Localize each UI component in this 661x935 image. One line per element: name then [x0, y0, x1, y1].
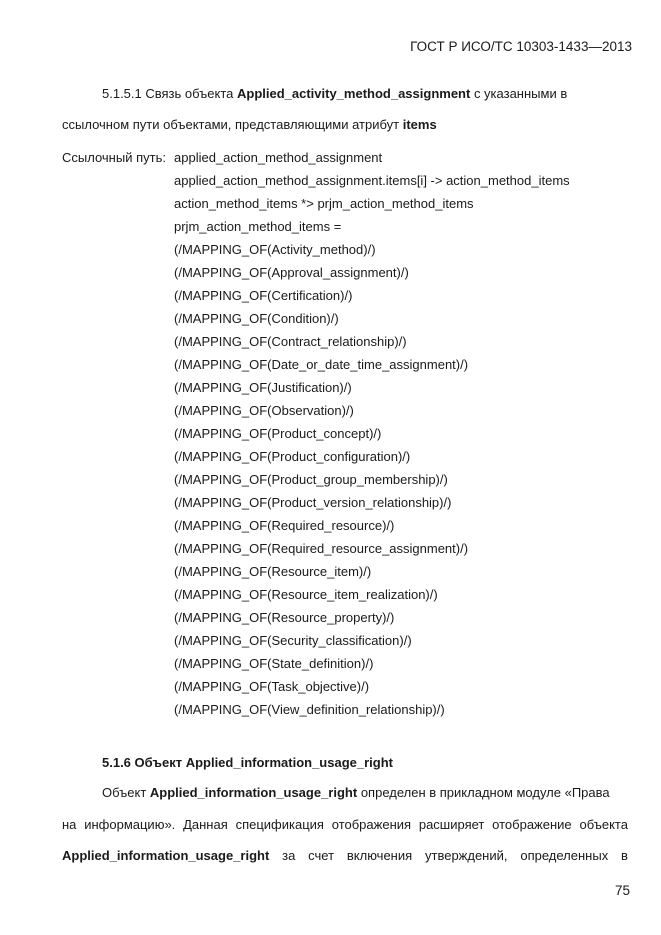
word: спецификация: [235, 817, 324, 832]
paragraph-suffix: с указанными в: [470, 86, 568, 101]
entity-name: Applied_information_usage_right: [149, 785, 358, 800]
entity-name: Applied_activity_method_assignment: [236, 86, 471, 101]
word: на: [62, 817, 77, 832]
reference-path-line: (/MAPPING_OF(Product_concept)/): [174, 426, 382, 441]
paragraph-justified-line: [62, 848, 628, 863]
reference-path-lines: [174, 146, 570, 721]
word: за: [282, 848, 296, 863]
paragraph-5-1-5-1: [102, 86, 567, 101]
page-number: 75: [614, 883, 630, 898]
word: утверждений,: [425, 848, 508, 863]
entity-name: Applied_information_usage_right: [62, 848, 270, 863]
reference-path-line: (/MAPPING_OF(Required_resource_assignment)/): [174, 541, 469, 556]
reference-path-line: (/MAPPING_OF(Resource_property)/): [174, 610, 395, 625]
reference-path-line: (/MAPPING_OF(State_definition)/): [174, 656, 374, 671]
word: расширяет: [418, 817, 485, 832]
reference-path-line: (/MAPPING_OF(Required_resource)/): [174, 518, 395, 533]
reference-path-line: applied_action_method_assignment.items[i] -> action_method_items: [174, 173, 570, 188]
word: отображения: [331, 817, 412, 832]
word: счет: [308, 848, 335, 863]
word: отображение: [492, 817, 572, 832]
paragraph-justified-line: [62, 817, 628, 832]
attribute-name: items: [402, 117, 437, 132]
reference-path-line: (/MAPPING_OF(Task_objective)/): [174, 679, 370, 694]
reference-path-line: (/MAPPING_OF(Justification)/): [174, 380, 352, 395]
word: информацию».: [84, 817, 176, 832]
reference-path-line: (/MAPPING_OF(Date_or_date_time_assignment)/): [174, 357, 469, 372]
word: объекта: [579, 817, 628, 832]
reference-path-line: (/MAPPING_OF(Security_classification)/): [174, 633, 412, 648]
document-header: ГОСТ Р ИСО/ТС 10303-1433—2013: [410, 39, 632, 54]
paragraph-prefix: Объект: [102, 785, 150, 800]
paragraph-suffix: определен в прикладном модуле «Права: [357, 785, 610, 800]
word: Данная: [183, 817, 228, 832]
reference-path-line: (/MAPPING_OF(Resource_item_realization)/): [174, 587, 438, 602]
reference-path-line: (/MAPPING_OF(Resource_item)/): [174, 564, 372, 579]
word: включения: [346, 848, 413, 863]
paragraph-continuation: [62, 117, 437, 132]
reference-path-line: (/MAPPING_OF(Certification)/): [174, 288, 353, 303]
paragraph-5-1-6: [102, 785, 610, 800]
reference-path-line: (/MAPPING_OF(Activity_method)/): [174, 242, 376, 257]
reference-path-line: (/MAPPING_OF(Contract_relationship)/): [174, 334, 407, 349]
reference-path-line: prjm_action_method_items =: [174, 219, 342, 234]
word: в: [621, 848, 628, 863]
reference-path-line: (/MAPPING_OF(View_definition_relationship)/): [174, 702, 445, 717]
reference-path-line: (/MAPPING_OF(Observation)/): [174, 403, 354, 418]
reference-path-line: (/MAPPING_OF(Product_version_relationship)/): [174, 495, 452, 510]
paragraph-prefix: 5.1.5.1 Связь объекта: [102, 86, 237, 101]
paragraph-prefix: ссылочном пути объектами, представляющими атрибут: [62, 117, 403, 132]
reference-path-line: action_method_items *> prjm_action_method_items: [174, 196, 474, 211]
section-title: 5.1.6 Объект Applied_information_usage_right: [102, 755, 393, 770]
reference-path-line: (/MAPPING_OF(Product_group_membership)/): [174, 472, 448, 487]
reference-path-line: (/MAPPING_OF(Product_configuration)/): [174, 449, 411, 464]
reference-path-line: (/MAPPING_OF(Approval_assignment)/): [174, 265, 409, 280]
reference-path-line: (/MAPPING_OF(Condition)/): [174, 311, 339, 326]
word: определенных: [520, 848, 609, 863]
reference-path-label: Ссылочный путь:: [62, 150, 166, 165]
reference-path-line: applied_action_method_assignment: [174, 150, 383, 165]
